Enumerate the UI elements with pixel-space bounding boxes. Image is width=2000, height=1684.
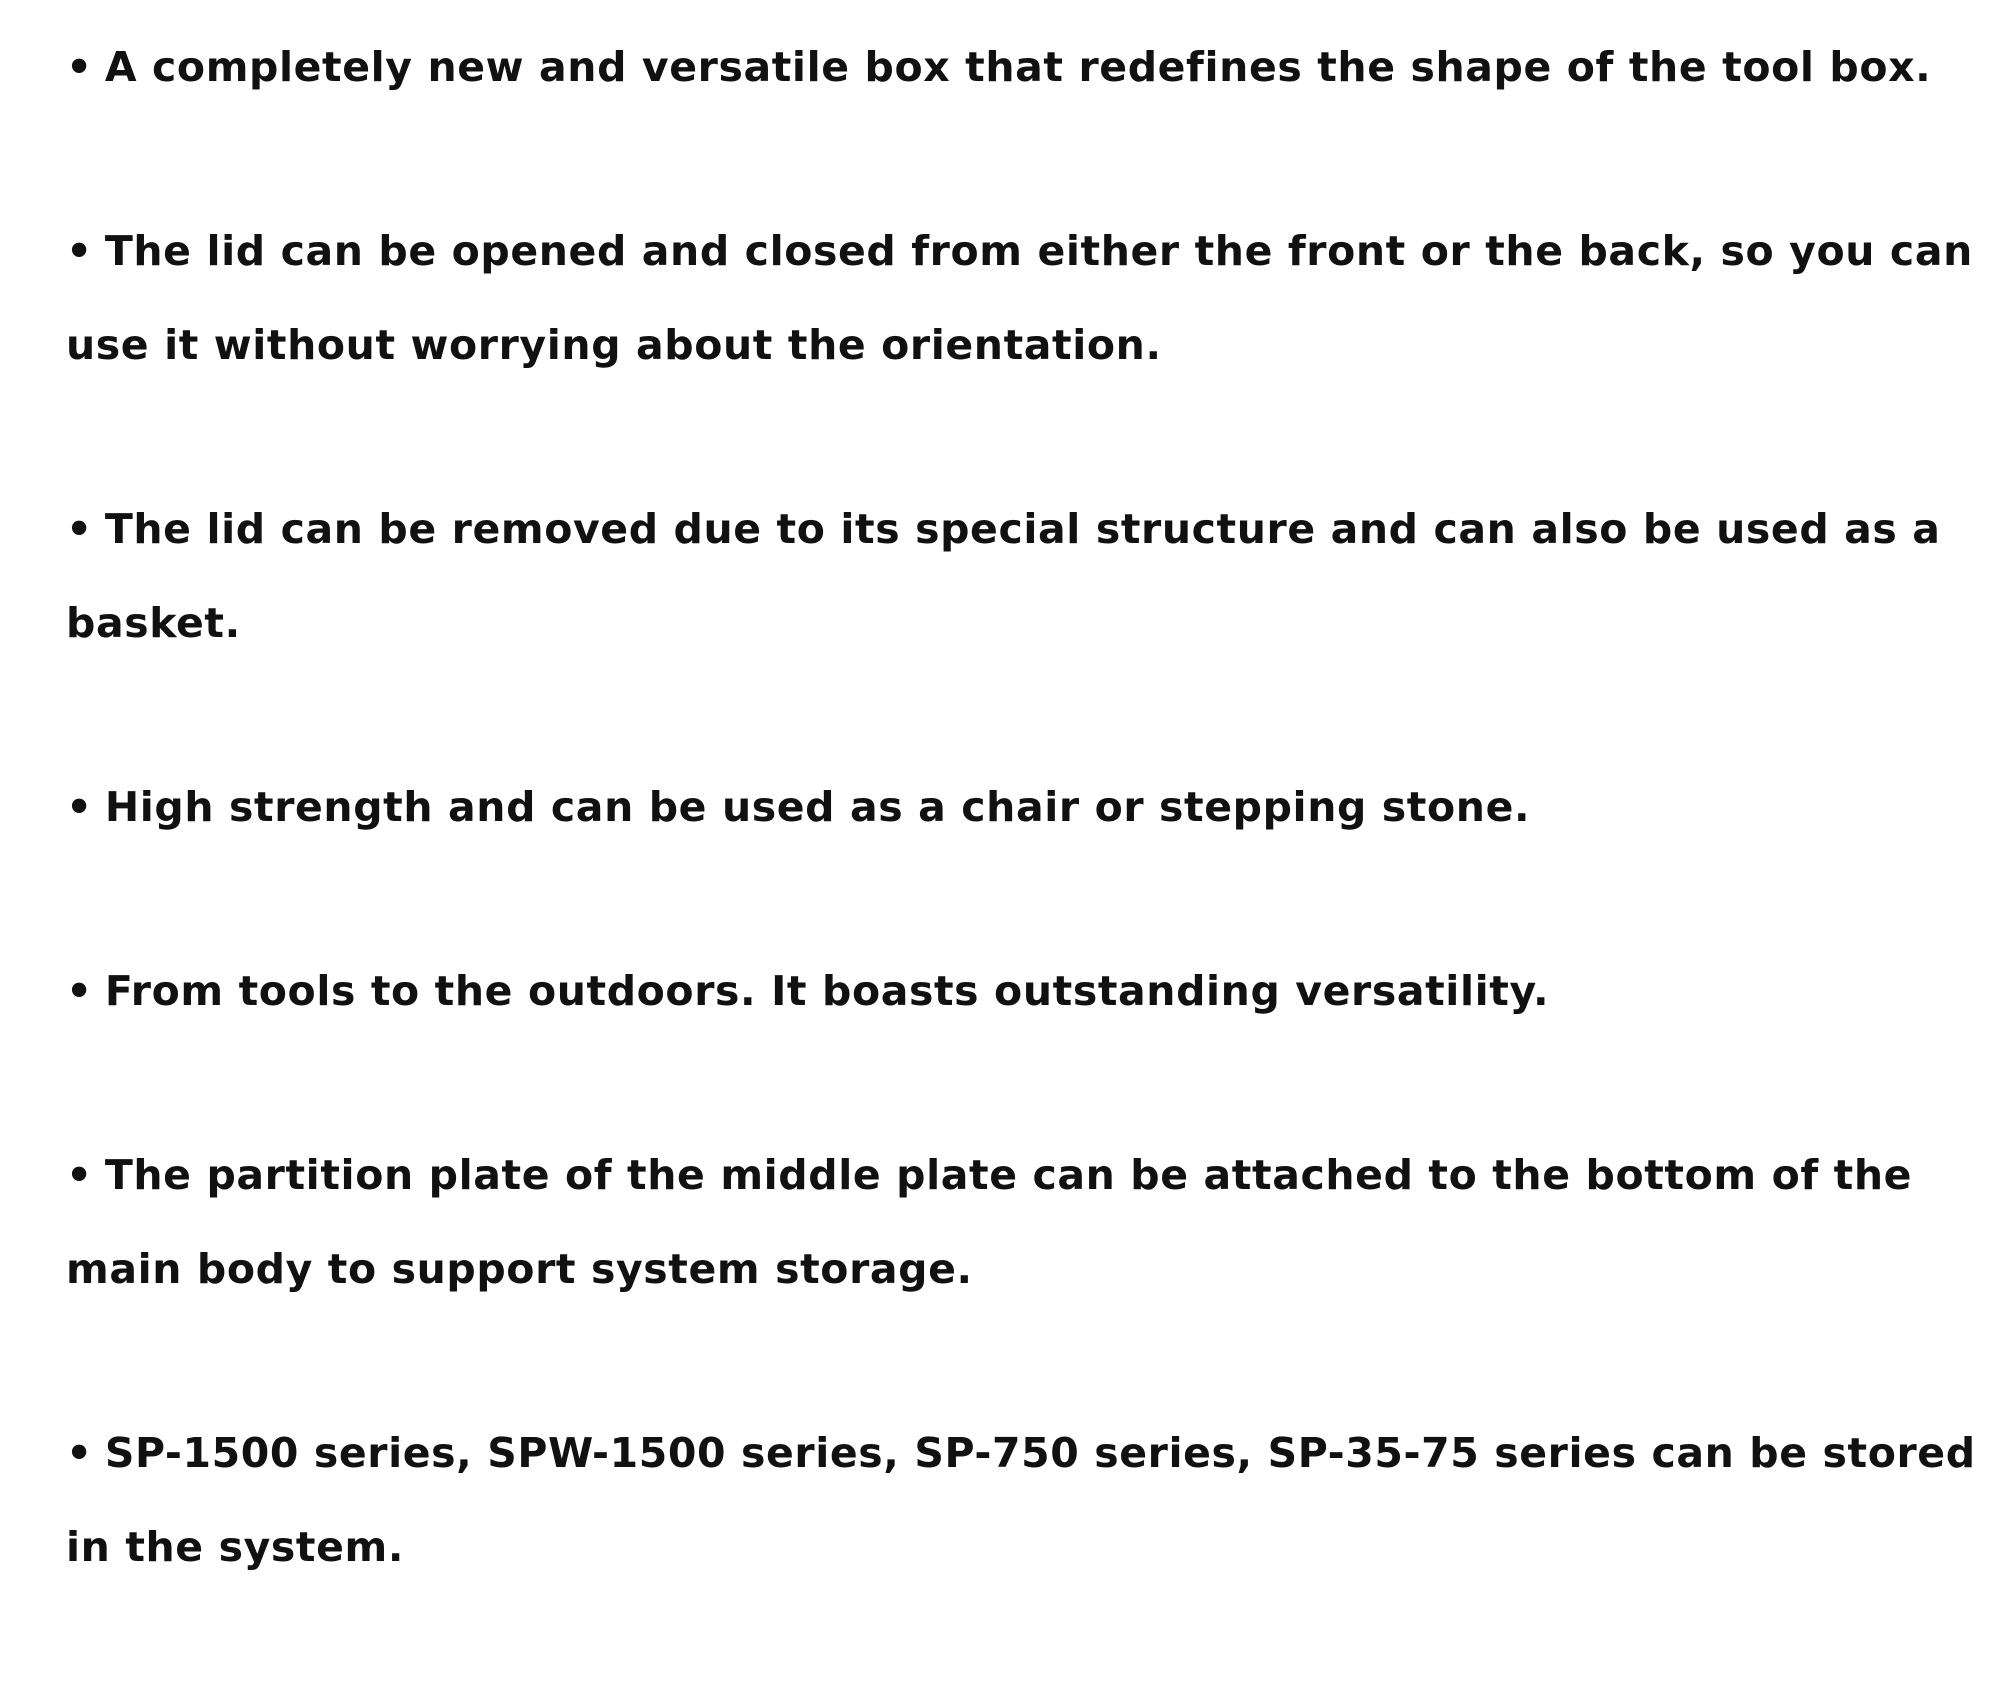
feature-text: SP-1500 series, SPW-1500 series, SP-750 series, SP-35-75 series can be stored in the system. bbox=[66, 1429, 1976, 1571]
feature-list bbox=[66, 20, 1986, 1684]
feature-text: The lid can be removed due to its special structure and can also be used as a basket. bbox=[66, 505, 1941, 647]
feature-item bbox=[66, 944, 1986, 1038]
feature-text: The lid can be opened and closed from either the front or the back, so you can use it without worrying about the orientation. bbox=[66, 227, 1973, 369]
feature-item bbox=[66, 482, 1986, 670]
bullet-icon: • bbox=[66, 1429, 93, 1477]
feature-item bbox=[66, 1128, 1986, 1316]
bullet-icon: • bbox=[66, 783, 93, 831]
feature-text: The partition plate of the middle plate can be attached to the bottom of the main body to support system storage. bbox=[66, 1151, 1913, 1293]
feature-item bbox=[66, 1406, 1986, 1594]
bullet-icon: • bbox=[66, 43, 93, 91]
feature-item bbox=[66, 204, 1986, 392]
bullet-icon: • bbox=[66, 505, 93, 553]
feature-text: From tools to the outdoors. It boasts outstanding versatility. bbox=[104, 967, 1550, 1015]
feature-text: High strength and can be used as a chair or stepping stone. bbox=[104, 783, 1531, 831]
feature-item bbox=[66, 20, 1986, 114]
feature-item bbox=[66, 760, 1986, 854]
bullet-icon: • bbox=[66, 967, 93, 1015]
bullet-icon: • bbox=[66, 227, 93, 275]
feature-text: A completely new and versatile box that redefines the shape of the tool box. bbox=[104, 43, 1932, 91]
bullet-icon: • bbox=[66, 1151, 93, 1199]
